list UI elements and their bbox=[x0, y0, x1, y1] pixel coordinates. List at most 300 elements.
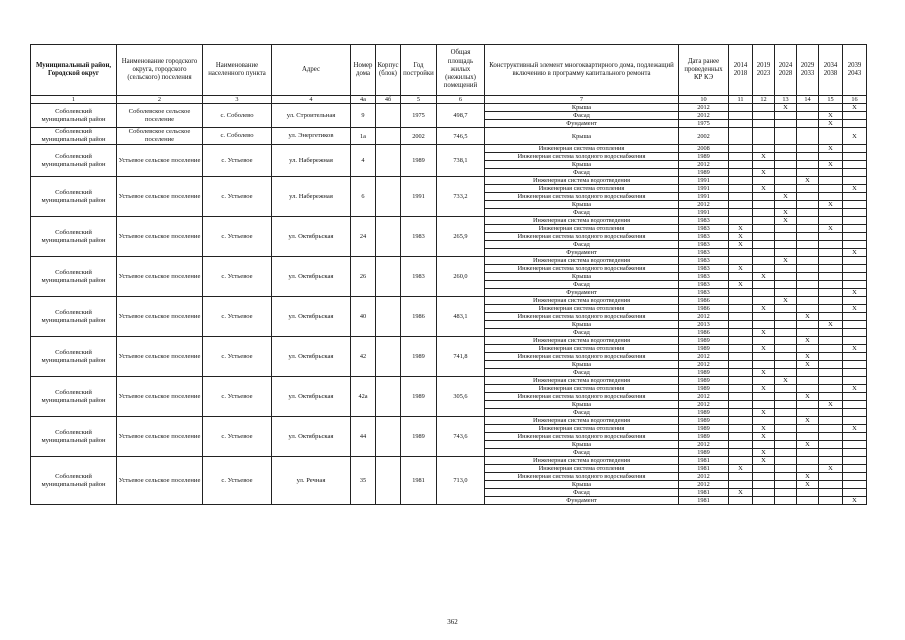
prior-repair-date-cell: 1983 bbox=[679, 249, 729, 257]
street-cell: ул. Энергетиков bbox=[272, 128, 351, 145]
period-2019-2023-cell bbox=[753, 257, 775, 265]
table-row bbox=[31, 297, 867, 305]
period-2019-2023-cell bbox=[753, 377, 775, 385]
build-year-cell: 1989 bbox=[401, 377, 437, 417]
period-2019-2023-cell bbox=[753, 233, 775, 241]
table-row bbox=[31, 145, 867, 153]
period-2019-2023-cell bbox=[753, 321, 775, 329]
settlement-cell: Устьевое сельское поселение bbox=[117, 377, 203, 417]
locality-cell: с. Устьевое bbox=[203, 145, 272, 177]
house-number-cell: 24 bbox=[351, 217, 376, 257]
period-2034-2038-cell bbox=[819, 337, 843, 345]
period-2039-2043-cell bbox=[843, 112, 867, 120]
period-2039-2043-cell: X bbox=[843, 249, 867, 257]
period-2039-2043-cell bbox=[843, 377, 867, 385]
period-2034-2038-cell bbox=[819, 273, 843, 281]
element-name-cell: Инженерная система отопления bbox=[485, 345, 679, 353]
column-number-cell: 10 bbox=[679, 96, 729, 104]
element-name-cell: Крыша bbox=[485, 201, 679, 209]
locality-cell: с. Соболево bbox=[203, 104, 272, 128]
column-number-cell: 3 bbox=[203, 96, 272, 104]
period-2034-2038-cell bbox=[819, 329, 843, 337]
period-2034-2038-cell bbox=[819, 281, 843, 289]
period-2034-2038-cell: X bbox=[819, 201, 843, 209]
district-cell: Соболевский муниципальный район bbox=[31, 217, 117, 257]
period-2019-2023-cell bbox=[753, 209, 775, 217]
period-2019-2023-cell bbox=[753, 361, 775, 369]
corpus-cell bbox=[376, 217, 401, 257]
period-2024-2028-cell bbox=[775, 185, 797, 193]
period-2034-2038-cell bbox=[819, 313, 843, 321]
period-2014-2018-cell bbox=[729, 153, 753, 161]
period-2034-2038-cell: X bbox=[819, 225, 843, 233]
element-name-cell: Инженерная система холодного водоснабжения bbox=[485, 233, 679, 241]
period-2019-2023-cell: X bbox=[753, 329, 775, 337]
prior-repair-date-cell: 1986 bbox=[679, 297, 729, 305]
header-cell: Конструктивный элемент многоквартирного дома, подлежащий включению в программу капитального ремонта bbox=[485, 45, 679, 96]
period-2019-2023-cell bbox=[753, 281, 775, 289]
period-2029-2033-cell bbox=[797, 489, 819, 497]
prior-repair-date-cell: 1991 bbox=[679, 185, 729, 193]
period-2019-2023-cell bbox=[753, 465, 775, 473]
settlement-cell: Устьевое сельское поселение bbox=[117, 297, 203, 337]
prior-repair-date-cell: 2012 bbox=[679, 401, 729, 409]
house-number-cell: 40 bbox=[351, 297, 376, 337]
element-name-cell: Инженерная система водоотведения bbox=[485, 217, 679, 225]
period-2034-2038-cell bbox=[819, 153, 843, 161]
element-name-cell: Инженерная система водоотведения bbox=[485, 457, 679, 465]
prior-repair-date-cell: 2002 bbox=[679, 128, 729, 145]
locality-cell: с. Соболево bbox=[203, 128, 272, 145]
street-cell: ул. Речная bbox=[272, 457, 351, 505]
period-2039-2043-cell bbox=[843, 449, 867, 457]
element-name-cell: Инженерная система водоотведения bbox=[485, 297, 679, 305]
period-2029-2033-cell bbox=[797, 169, 819, 177]
settlement-cell: Устьевое сельское поселение bbox=[117, 145, 203, 177]
period-2034-2038-cell: X bbox=[819, 112, 843, 120]
period-2029-2033-cell bbox=[797, 128, 819, 145]
period-2014-2018-cell bbox=[729, 409, 753, 417]
period-2014-2018-cell bbox=[729, 217, 753, 225]
district-cell: Соболевский муниципальный район bbox=[31, 417, 117, 457]
period-2024-2028-cell bbox=[775, 441, 797, 449]
prior-repair-date-cell: 1986 bbox=[679, 329, 729, 337]
period-2034-2038-cell bbox=[819, 169, 843, 177]
street-cell: ул. Строительная bbox=[272, 104, 351, 128]
element-name-cell: Инженерная система водоотведения bbox=[485, 177, 679, 185]
period-2019-2023-cell: X bbox=[753, 185, 775, 193]
period-2024-2028-cell bbox=[775, 337, 797, 345]
period-2034-2038-cell bbox=[819, 241, 843, 249]
period-2034-2038-cell: X bbox=[819, 465, 843, 473]
table-row bbox=[31, 128, 867, 145]
element-name-cell: Крыша bbox=[485, 321, 679, 329]
period-2024-2028-cell bbox=[775, 401, 797, 409]
element-name-cell: Фасад bbox=[485, 209, 679, 217]
column-number-cell: 1 bbox=[31, 96, 117, 104]
period-2019-2023-cell: X bbox=[753, 169, 775, 177]
period-2024-2028-cell bbox=[775, 409, 797, 417]
period-2024-2028-cell bbox=[775, 473, 797, 481]
period-2019-2023-cell: X bbox=[753, 457, 775, 465]
corpus-cell bbox=[376, 377, 401, 417]
period-2014-2018-cell bbox=[729, 449, 753, 457]
period-2029-2033-cell bbox=[797, 104, 819, 112]
header-cell: 2024 2028 bbox=[775, 45, 797, 96]
period-2014-2018-cell bbox=[729, 257, 753, 265]
period-2029-2033-cell bbox=[797, 449, 819, 457]
prior-repair-date-cell: 1989 bbox=[679, 377, 729, 385]
period-2014-2018-cell bbox=[729, 417, 753, 425]
period-2014-2018-cell bbox=[729, 353, 753, 361]
element-name-cell: Крыша bbox=[485, 273, 679, 281]
header-cell: 2039 2043 bbox=[843, 45, 867, 96]
district-cell: Соболевский муниципальный район bbox=[31, 337, 117, 377]
period-2029-2033-cell bbox=[797, 329, 819, 337]
prior-repair-date-cell: 1983 bbox=[679, 257, 729, 265]
prior-repair-date-cell: 1983 bbox=[679, 289, 729, 297]
corpus-cell bbox=[376, 297, 401, 337]
prior-repair-date-cell: 1986 bbox=[679, 305, 729, 313]
prior-repair-date-cell: 1991 bbox=[679, 177, 729, 185]
period-2019-2023-cell bbox=[753, 481, 775, 489]
column-number-cell: 12 bbox=[753, 96, 775, 104]
period-2034-2038-cell bbox=[819, 265, 843, 273]
period-2034-2038-cell bbox=[819, 473, 843, 481]
period-2034-2038-cell: X bbox=[819, 401, 843, 409]
period-2019-2023-cell bbox=[753, 353, 775, 361]
period-2024-2028-cell bbox=[775, 145, 797, 153]
settlement-cell: Соболевское сельское поселение bbox=[117, 104, 203, 128]
period-2039-2043-cell bbox=[843, 209, 867, 217]
element-name-cell: Фасад bbox=[485, 169, 679, 177]
period-2034-2038-cell bbox=[819, 369, 843, 377]
district-cell: Соболевский муниципальный район bbox=[31, 297, 117, 337]
prior-repair-date-cell: 2012 bbox=[679, 313, 729, 321]
period-2039-2043-cell bbox=[843, 153, 867, 161]
element-name-cell: Крыша bbox=[485, 361, 679, 369]
element-name-cell: Фундамент bbox=[485, 120, 679, 128]
table-row bbox=[31, 337, 867, 345]
area-cell: 260,0 bbox=[437, 257, 485, 297]
street-cell: ул. Набережная bbox=[272, 177, 351, 217]
period-2039-2043-cell bbox=[843, 233, 867, 241]
period-2029-2033-cell: X bbox=[797, 481, 819, 489]
corpus-cell bbox=[376, 417, 401, 457]
period-2024-2028-cell: X bbox=[775, 297, 797, 305]
prior-repair-date-cell: 2013 bbox=[679, 321, 729, 329]
element-name-cell: Инженерная система холодного водоснабжения bbox=[485, 433, 679, 441]
period-2029-2033-cell bbox=[797, 112, 819, 120]
period-2014-2018-cell bbox=[729, 441, 753, 449]
period-2039-2043-cell bbox=[843, 393, 867, 401]
period-2014-2018-cell bbox=[729, 169, 753, 177]
element-name-cell: Крыша bbox=[485, 401, 679, 409]
district-cell: Соболевский муниципальный район bbox=[31, 128, 117, 145]
period-2014-2018-cell bbox=[729, 249, 753, 257]
period-2034-2038-cell bbox=[819, 104, 843, 112]
period-2029-2033-cell bbox=[797, 409, 819, 417]
header-cell: 2029 2033 bbox=[797, 45, 819, 96]
period-2019-2023-cell bbox=[753, 417, 775, 425]
period-2024-2028-cell bbox=[775, 369, 797, 377]
element-name-cell: Фасад bbox=[485, 112, 679, 120]
period-2029-2033-cell bbox=[797, 433, 819, 441]
locality-cell: с. Устьевое bbox=[203, 377, 272, 417]
period-2039-2043-cell bbox=[843, 417, 867, 425]
period-2039-2043-cell bbox=[843, 489, 867, 497]
period-2024-2028-cell: X bbox=[775, 257, 797, 265]
period-2024-2028-cell bbox=[775, 265, 797, 273]
period-2029-2033-cell bbox=[797, 465, 819, 473]
period-2024-2028-cell bbox=[775, 321, 797, 329]
period-2024-2028-cell bbox=[775, 161, 797, 169]
period-2034-2038-cell bbox=[819, 128, 843, 145]
period-2019-2023-cell bbox=[753, 193, 775, 201]
period-2019-2023-cell bbox=[753, 313, 775, 321]
period-2029-2033-cell bbox=[797, 249, 819, 257]
locality-cell: с. Устьевое bbox=[203, 457, 272, 505]
area-cell: 738,1 bbox=[437, 145, 485, 177]
period-2019-2023-cell bbox=[753, 401, 775, 409]
element-name-cell: Крыша bbox=[485, 104, 679, 112]
period-2034-2038-cell bbox=[819, 441, 843, 449]
period-2024-2028-cell bbox=[775, 233, 797, 241]
prior-repair-date-cell: 1981 bbox=[679, 457, 729, 465]
period-2024-2028-cell bbox=[775, 329, 797, 337]
period-2039-2043-cell bbox=[843, 225, 867, 233]
period-2039-2043-cell: X bbox=[843, 104, 867, 112]
area-cell: 746,5 bbox=[437, 128, 485, 145]
period-2019-2023-cell bbox=[753, 225, 775, 233]
element-name-cell: Инженерная система холодного водоснабжения bbox=[485, 473, 679, 481]
period-2039-2043-cell bbox=[843, 481, 867, 489]
corpus-cell bbox=[376, 104, 401, 128]
prior-repair-date-cell: 2012 bbox=[679, 104, 729, 112]
period-2039-2043-cell bbox=[843, 297, 867, 305]
prior-repair-date-cell: 1989 bbox=[679, 345, 729, 353]
house-number-cell: 42 bbox=[351, 337, 376, 377]
element-name-cell: Фасад bbox=[485, 241, 679, 249]
period-2034-2038-cell bbox=[819, 209, 843, 217]
locality-cell: с. Устьевое bbox=[203, 257, 272, 297]
element-name-cell: Фасад bbox=[485, 409, 679, 417]
period-2024-2028-cell bbox=[775, 153, 797, 161]
prior-repair-date-cell: 1989 bbox=[679, 369, 729, 377]
corpus-cell bbox=[376, 128, 401, 145]
element-name-cell: Фундамент bbox=[485, 249, 679, 257]
period-2029-2033-cell bbox=[797, 281, 819, 289]
period-2034-2038-cell bbox=[819, 377, 843, 385]
period-2039-2043-cell bbox=[843, 241, 867, 249]
period-2039-2043-cell bbox=[843, 145, 867, 153]
capital-repair-table bbox=[30, 44, 867, 505]
build-year-cell: 1975 bbox=[401, 104, 437, 128]
district-cell: Соболевский муниципальный район bbox=[31, 104, 117, 128]
settlement-cell: Соболевское сельское поселение bbox=[117, 128, 203, 145]
period-2024-2028-cell bbox=[775, 225, 797, 233]
prior-repair-date-cell: 1983 bbox=[679, 217, 729, 225]
period-2029-2033-cell bbox=[797, 497, 819, 505]
prior-repair-date-cell: 1983 bbox=[679, 273, 729, 281]
area-cell: 741,8 bbox=[437, 337, 485, 377]
period-2014-2018-cell bbox=[729, 369, 753, 377]
period-2034-2038-cell bbox=[819, 409, 843, 417]
period-2019-2023-cell bbox=[753, 473, 775, 481]
period-2024-2028-cell: X bbox=[775, 193, 797, 201]
period-2029-2033-cell bbox=[797, 233, 819, 241]
period-2024-2028-cell bbox=[775, 361, 797, 369]
period-2024-2028-cell bbox=[775, 393, 797, 401]
period-2014-2018-cell bbox=[729, 305, 753, 313]
period-2024-2028-cell bbox=[775, 112, 797, 120]
column-number-cell: 7 bbox=[485, 96, 679, 104]
prior-repair-date-cell: 2012 bbox=[679, 393, 729, 401]
column-number-cell: 2 bbox=[117, 96, 203, 104]
table-body bbox=[31, 96, 867, 505]
column-number-cell: 4б bbox=[376, 96, 401, 104]
period-2039-2043-cell bbox=[843, 473, 867, 481]
period-2014-2018-cell bbox=[729, 289, 753, 297]
prior-repair-date-cell: 1991 bbox=[679, 193, 729, 201]
street-cell: ул. Октябрьская bbox=[272, 377, 351, 417]
period-2034-2038-cell bbox=[819, 353, 843, 361]
period-2014-2018-cell bbox=[729, 361, 753, 369]
period-2019-2023-cell: X bbox=[753, 345, 775, 353]
table-row bbox=[31, 177, 867, 185]
prior-repair-date-cell: 1989 bbox=[679, 417, 729, 425]
element-name-cell: Фундамент bbox=[485, 497, 679, 505]
period-2024-2028-cell bbox=[775, 489, 797, 497]
period-2014-2018-cell bbox=[729, 385, 753, 393]
district-cell: Соболевский муниципальный район bbox=[31, 377, 117, 417]
period-2039-2043-cell bbox=[843, 465, 867, 473]
element-name-cell: Инженерная система водоотведения bbox=[485, 377, 679, 385]
period-2029-2033-cell bbox=[797, 289, 819, 297]
prior-repair-date-cell: 2012 bbox=[679, 112, 729, 120]
period-2039-2043-cell: X bbox=[843, 425, 867, 433]
period-2024-2028-cell bbox=[775, 353, 797, 361]
period-2014-2018-cell bbox=[729, 313, 753, 321]
period-2014-2018-cell bbox=[729, 273, 753, 281]
header-cell: Муниципальный район, Городской округ bbox=[31, 45, 117, 96]
prior-repair-date-cell: 2012 bbox=[679, 473, 729, 481]
period-2039-2043-cell: X bbox=[843, 289, 867, 297]
period-2029-2033-cell bbox=[797, 385, 819, 393]
table-header bbox=[31, 45, 867, 96]
period-2039-2043-cell bbox=[843, 409, 867, 417]
period-2029-2033-cell bbox=[797, 120, 819, 128]
period-2029-2033-cell: X bbox=[797, 361, 819, 369]
period-2034-2038-cell bbox=[819, 417, 843, 425]
build-year-cell: 1986 bbox=[401, 297, 437, 337]
street-cell: ул. Октябрьская bbox=[272, 257, 351, 297]
period-2019-2023-cell bbox=[753, 489, 775, 497]
prior-repair-date-cell: 1981 bbox=[679, 497, 729, 505]
element-name-cell: Инженерная система отопления bbox=[485, 225, 679, 233]
period-2019-2023-cell bbox=[753, 241, 775, 249]
element-name-cell: Инженерная система отопления bbox=[485, 185, 679, 193]
prior-repair-date-cell: 1983 bbox=[679, 281, 729, 289]
period-2029-2033-cell: X bbox=[797, 313, 819, 321]
period-2029-2033-cell: X bbox=[797, 393, 819, 401]
header-cell: Корпус (блок) bbox=[376, 45, 401, 96]
period-2014-2018-cell bbox=[729, 337, 753, 345]
element-name-cell: Инженерная система холодного водоснабжения bbox=[485, 193, 679, 201]
period-2029-2033-cell bbox=[797, 401, 819, 409]
build-year-cell: 1983 bbox=[401, 257, 437, 297]
area-cell: 483,1 bbox=[437, 297, 485, 337]
element-name-cell: Инженерная система холодного водоснабжения bbox=[485, 313, 679, 321]
prior-repair-date-cell: 2012 bbox=[679, 201, 729, 209]
element-name-cell: Крыша bbox=[485, 161, 679, 169]
period-2029-2033-cell bbox=[797, 193, 819, 201]
period-2024-2028-cell: X bbox=[775, 104, 797, 112]
period-2024-2028-cell bbox=[775, 249, 797, 257]
period-2014-2018-cell bbox=[729, 425, 753, 433]
element-name-cell: Инженерная система холодного водоснабжения bbox=[485, 153, 679, 161]
period-2014-2018-cell bbox=[729, 128, 753, 145]
period-2014-2018-cell bbox=[729, 345, 753, 353]
street-cell: ул. Октябрьская bbox=[272, 337, 351, 377]
period-2029-2033-cell: X bbox=[797, 337, 819, 345]
element-name-cell: Инженерная система отопления bbox=[485, 145, 679, 153]
period-2034-2038-cell bbox=[819, 305, 843, 313]
period-2019-2023-cell bbox=[753, 177, 775, 185]
period-2034-2038-cell bbox=[819, 177, 843, 185]
period-2014-2018-cell: X bbox=[729, 465, 753, 473]
period-2039-2043-cell bbox=[843, 353, 867, 361]
build-year-cell: 1989 bbox=[401, 337, 437, 377]
period-2034-2038-cell bbox=[819, 289, 843, 297]
period-2024-2028-cell bbox=[775, 169, 797, 177]
prior-repair-date-cell: 1983 bbox=[679, 265, 729, 273]
period-2014-2018-cell bbox=[729, 401, 753, 409]
period-2014-2018-cell: X bbox=[729, 265, 753, 273]
table-row bbox=[31, 217, 867, 225]
house-number-cell: 26 bbox=[351, 257, 376, 297]
period-2024-2028-cell: X bbox=[775, 209, 797, 217]
element-name-cell: Инженерная система водоотведения bbox=[485, 257, 679, 265]
period-2019-2023-cell: X bbox=[753, 433, 775, 441]
period-2029-2033-cell bbox=[797, 345, 819, 353]
prior-repair-date-cell: 2012 bbox=[679, 441, 729, 449]
period-2024-2028-cell bbox=[775, 201, 797, 209]
district-cell: Соболевский муниципальный район bbox=[31, 457, 117, 505]
period-2039-2043-cell bbox=[843, 201, 867, 209]
period-2029-2033-cell bbox=[797, 377, 819, 385]
period-2039-2043-cell bbox=[843, 273, 867, 281]
period-2014-2018-cell bbox=[729, 120, 753, 128]
prior-repair-date-cell: 1989 bbox=[679, 409, 729, 417]
element-name-cell: Инженерная система отопления bbox=[485, 305, 679, 313]
header-cell: Наименование городского округа, городского (сельского) поселения bbox=[117, 45, 203, 96]
period-2039-2043-cell: X bbox=[843, 345, 867, 353]
period-2029-2033-cell bbox=[797, 217, 819, 225]
period-2014-2018-cell bbox=[729, 104, 753, 112]
period-2034-2038-cell: X bbox=[819, 161, 843, 169]
settlement-cell: Устьевое сельское поселение bbox=[117, 177, 203, 217]
period-2029-2033-cell bbox=[797, 225, 819, 233]
prior-repair-date-cell: 1983 bbox=[679, 241, 729, 249]
element-name-cell: Инженерная система водоотведения bbox=[485, 337, 679, 345]
element-name-cell: Инженерная система холодного водоснабжения bbox=[485, 393, 679, 401]
prior-repair-date-cell: 1989 bbox=[679, 169, 729, 177]
period-2039-2043-cell bbox=[843, 369, 867, 377]
period-2024-2028-cell: X bbox=[775, 217, 797, 225]
period-2019-2023-cell bbox=[753, 120, 775, 128]
period-2029-2033-cell bbox=[797, 273, 819, 281]
